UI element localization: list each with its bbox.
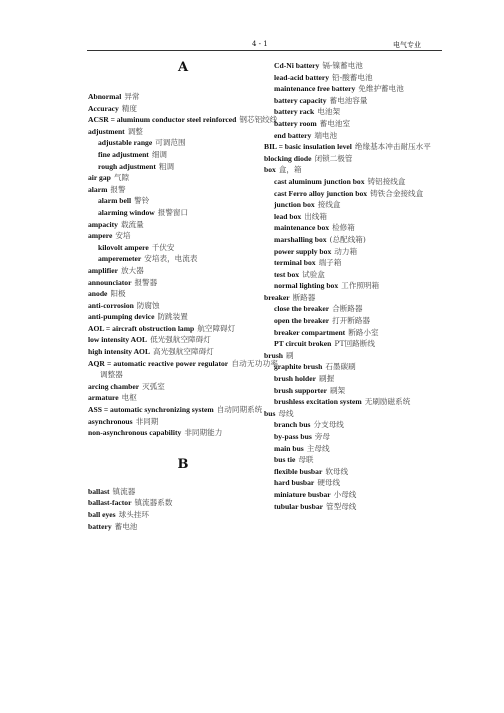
glossary-entry	[264, 454, 446, 466]
header-rule	[87, 50, 442, 51]
entry-term: main bus	[274, 443, 304, 453]
glossary-entry	[264, 466, 446, 478]
entry-term: alarming window	[98, 207, 155, 217]
glossary-entry	[88, 253, 278, 265]
glossary-entry	[264, 246, 446, 258]
glossary-entry	[264, 106, 446, 118]
entry-translation: 警铃	[134, 196, 150, 206]
entry-term: anode	[88, 289, 108, 299]
entry-term: rough adjustment	[98, 161, 156, 171]
glossary-entry	[264, 408, 446, 420]
entry-term: Abnormal	[88, 92, 122, 101]
glossary-entry	[264, 280, 446, 292]
entry-term: high intensity AOL	[88, 347, 151, 357]
glossary-entry	[88, 497, 278, 509]
entry-term: battery room	[274, 118, 317, 128]
entry-term: AQR = automatic reactive power regulator	[88, 358, 229, 368]
entry-translation: 刷握	[319, 374, 335, 384]
glossary-entry	[264, 361, 446, 373]
glossary-entry	[88, 184, 278, 196]
glossary-entry	[264, 176, 446, 188]
glossary-entry	[264, 188, 446, 200]
entry-translation: 镇流器系数	[134, 498, 173, 508]
entry-term: miniature busbar	[274, 489, 331, 499]
glossary-entry	[88, 427, 278, 439]
glossary-entry	[264, 501, 446, 513]
entry-term: tubular busbar	[274, 501, 324, 511]
glossary-entry	[88, 311, 278, 323]
left-column	[88, 60, 278, 532]
entry-term: Cd-Ni battery	[274, 61, 320, 70]
entry-term: marshalling box	[274, 234, 327, 244]
entry-list-b-continued	[264, 60, 446, 512]
header-title: 电气专业	[393, 41, 421, 49]
glossary-entry	[264, 477, 446, 489]
glossary-entry	[88, 91, 278, 103]
entry-translation: 刷架	[329, 385, 346, 395]
entry-translation: 刷	[286, 350, 294, 360]
entry-translation: 粗调	[158, 161, 175, 171]
glossary-entry	[88, 277, 278, 289]
entry-term: close the breaker	[274, 304, 330, 314]
glossary-entry	[88, 521, 278, 533]
entry-translation: (总配线箱)	[329, 234, 366, 244]
entry-term: ballast	[88, 486, 110, 496]
glossary-entry	[264, 396, 446, 408]
entry-term: BIL = basic insulation level	[264, 142, 352, 152]
entry-term: bus tie	[274, 455, 296, 465]
entry-translation: 灭弧室	[142, 381, 165, 391]
entry-translation: 主母线	[306, 443, 330, 453]
glossary-entry	[264, 269, 446, 281]
glossary-entry	[88, 381, 278, 393]
glossary-entry	[264, 338, 446, 350]
glossary-entry	[88, 126, 278, 138]
entry-term: ball eyes	[88, 510, 116, 519]
entry-term: amperemeter	[98, 254, 142, 264]
glossary-entry	[88, 219, 278, 231]
entry-translation: 打开断路器	[332, 316, 371, 326]
right-column	[264, 60, 446, 512]
entry-translation: 细调	[151, 149, 168, 159]
glossary-entry	[264, 141, 446, 153]
entry-translation: 检修箱	[332, 223, 355, 233]
entry-translation: 免维护蓄电池	[358, 84, 404, 94]
entry-translation: 石墨碳刷	[325, 362, 356, 372]
glossary-entry	[88, 172, 278, 184]
entry-translation: 电枢	[121, 393, 137, 403]
glossary-entry	[88, 242, 278, 254]
entry-term: ampacity	[88, 219, 118, 229]
entry-translation: 端子箱	[318, 258, 342, 268]
entry-translation: 电池架	[317, 107, 341, 117]
entry-translation: 母线	[278, 408, 294, 418]
glossary-entry	[88, 404, 278, 416]
entry-term: lead box	[274, 211, 302, 221]
entry-term: low intensity AOL	[88, 335, 148, 345]
entry-translation: 载流量	[120, 219, 144, 229]
glossary-entry	[88, 114, 278, 126]
entry-term: graphite brush	[274, 362, 323, 372]
entry-translation: 盒，箱	[278, 165, 302, 175]
glossary-entry	[264, 489, 446, 501]
entry-translation: 旁母	[314, 432, 330, 441]
entry-translation: 钢芯铝绞线	[239, 115, 278, 125]
entry-translation: 断路器	[292, 292, 316, 302]
glossary-entry	[264, 60, 446, 72]
glossary-entry	[264, 315, 446, 327]
glossary-entry	[88, 288, 278, 300]
entry-translation: 报警窗口	[157, 207, 189, 217]
entry-list-b	[88, 486, 278, 532]
glossary-entry	[264, 222, 446, 234]
entry-translation: 航空障碍灯	[197, 323, 236, 333]
entry-translation: 动力箱	[334, 246, 358, 256]
glossary-entry	[264, 95, 446, 107]
entry-term: alarm bell	[98, 196, 132, 206]
entry-translation: 千伏安	[151, 242, 175, 252]
entry-translation: 试验盒	[302, 269, 325, 279]
entry-term: lead-acid battery	[274, 72, 330, 82]
entry-term: brushless excitation system	[274, 397, 362, 407]
entry-term: anti-pumping device	[88, 312, 155, 322]
entry-term: anti-corrosion	[88, 300, 134, 310]
page-number: 4 - 1	[252, 40, 268, 48]
entry-term: open the breaker	[274, 316, 330, 326]
glossary-entry	[264, 373, 446, 385]
glossary-entry	[88, 486, 278, 498]
entry-translation: 镉-镍蓄电池	[322, 61, 363, 70]
glossary-entry	[88, 509, 278, 521]
glossary-entry	[264, 443, 446, 455]
entry-term: Accuracy	[88, 103, 119, 113]
glossary-entry	[264, 350, 446, 362]
entry-term: brush supporter	[274, 385, 327, 395]
entry-translation: PT回路断线	[334, 339, 375, 349]
entry-translation: 报警	[110, 184, 126, 194]
entry-translation: 防跳装置	[157, 312, 188, 322]
entry-term: alarm	[88, 184, 108, 194]
entry-translation: 防腐蚀	[136, 300, 160, 310]
glossary-entry	[264, 211, 446, 223]
glossary-entry	[264, 199, 446, 211]
entry-translation: 高光强航空障碍灯	[153, 347, 214, 357]
entry-translation: 非同期能力	[184, 428, 223, 438]
entry-term: adjustment	[88, 126, 125, 136]
glossary-entry	[264, 234, 446, 246]
glossary-entry	[88, 149, 278, 161]
entry-translation: 蓄电池室	[319, 118, 351, 128]
entry-translation: 无刷励磁系统	[364, 397, 411, 407]
entry-term: normal lighting box	[274, 281, 339, 291]
entry-translation: 蓄电池	[114, 521, 138, 531]
section-letter-a: A	[177, 60, 189, 75]
entry-term: non-asynchronous capability	[88, 428, 182, 438]
entry-translation: 接线盒	[317, 200, 341, 210]
entry-term: box	[264, 165, 276, 175]
entry-translation: 铸铁合金接线盒	[370, 188, 424, 198]
entry-translation: 硬母线	[317, 478, 341, 488]
entry-term: breaker compartment	[274, 327, 346, 337]
glossary-entry	[264, 303, 446, 315]
glossary-entry	[88, 300, 278, 312]
entry-translation: 精度	[121, 103, 137, 113]
entry-term: terminal box	[274, 258, 316, 268]
glossary-entry	[88, 358, 278, 381]
entry-translation: 端电池	[314, 130, 338, 140]
entry-term: fine adjustment	[98, 149, 149, 159]
entry-term: by-pass bus	[274, 432, 312, 441]
entry-translation: 异常	[124, 92, 140, 101]
entry-term: flexible busbar	[274, 466, 323, 476]
glossary-entry	[88, 416, 278, 428]
entry-translation: 气隙	[113, 173, 130, 183]
glossary-entry	[88, 195, 278, 207]
entry-term: maintenance box	[274, 223, 330, 233]
glossary-entry	[88, 346, 278, 358]
entry-term: arcing chamber	[88, 381, 140, 391]
entry-translation: 安培	[115, 231, 131, 241]
entry-term: maintenance free battery	[274, 84, 356, 94]
glossary-entry	[88, 137, 278, 149]
entry-translation: 分支母线	[313, 420, 344, 430]
entry-translation: 蓄电池容量	[329, 95, 368, 105]
entry-term: power supply box	[274, 246, 332, 256]
glossary-entry	[88, 103, 278, 115]
glossary-entry	[264, 164, 446, 176]
entry-translation: 自动同期系统	[216, 405, 263, 415]
glossary-entry	[264, 130, 446, 142]
entry-term: cast aluminum junction box	[274, 176, 365, 186]
entry-translation: 镇流器	[112, 486, 136, 496]
entry-translation: 低光强航空障碍灯	[150, 335, 211, 345]
entry-term: battery rack	[274, 107, 315, 117]
entry-translation: 阳极	[110, 289, 126, 299]
glossary-entry	[88, 207, 278, 219]
entry-translation: 铸铝接线盒	[367, 176, 406, 186]
entry-translation: 出线箱	[304, 211, 327, 221]
glossary-entry	[264, 385, 446, 397]
glossary-entry	[264, 431, 446, 443]
entry-term: brush holder	[274, 374, 316, 384]
glossary-entry	[88, 323, 278, 335]
entry-term: cast Ferro alloy junction box	[274, 188, 368, 198]
entry-term: test box	[274, 269, 300, 279]
entry-translation: 安培表，电流表	[144, 254, 198, 264]
entry-term: breaker	[264, 292, 290, 302]
glossary-entry	[264, 292, 446, 304]
glossary-entry	[88, 230, 278, 242]
entry-term: asynchronous	[88, 416, 133, 426]
entry-term: end battery	[274, 130, 312, 140]
glossary-entry	[264, 83, 446, 95]
entry-term: ballast-factor	[88, 498, 132, 508]
entry-translation: 调整	[127, 126, 143, 136]
entry-term: branch bus	[274, 420, 311, 430]
entry-term: kilovolt ampere	[98, 242, 149, 252]
entry-translation: 铅-酸蓄电池	[332, 72, 373, 82]
entry-translation: 母联	[298, 455, 314, 465]
entry-term: adjustable range	[98, 138, 153, 148]
entry-translation: 断路小室	[348, 327, 379, 337]
entry-term: hard busbar	[274, 478, 315, 488]
entry-term: brush	[264, 350, 283, 360]
entry-translation: 合断路器	[332, 304, 363, 314]
entry-term: PT circuit broken	[274, 339, 332, 349]
section-letter-b: B	[177, 456, 189, 472]
entry-term: air gap	[88, 173, 111, 183]
entry-translation: 小母线	[333, 489, 357, 499]
entry-translation: 报警器	[134, 277, 158, 287]
entry-term: ampere	[88, 231, 113, 241]
entry-term: amplifier	[88, 265, 118, 275]
glossary-entry	[264, 72, 446, 84]
entry-term: junction box	[274, 200, 315, 210]
entry-term: announciator	[88, 277, 132, 287]
entry-term: battery	[88, 521, 112, 531]
entry-translation: 工作照明箱	[341, 281, 380, 291]
entry-translation: 管型母线	[326, 501, 357, 511]
glossary-entry	[264, 153, 446, 165]
glossary-entry	[264, 257, 446, 269]
entry-list-a	[88, 91, 278, 439]
glossary-entry	[264, 327, 446, 339]
entry-term: AOL = aircraft obstruction lamp	[88, 323, 195, 333]
glossary-entry	[88, 265, 278, 277]
entry-translation: 放大器	[120, 265, 144, 275]
entry-translation: 球头挂环	[118, 510, 150, 519]
entry-term: bus	[264, 408, 276, 418]
glossary-entry	[88, 392, 278, 404]
glossary-entry	[264, 118, 446, 130]
glossary-entry	[88, 334, 278, 346]
entry-translation: 自动无功功率调整器	[100, 358, 278, 380]
entry-translation: 软母线	[325, 466, 349, 476]
entry-translation: 非同期	[135, 416, 159, 426]
glossary-entry	[264, 419, 446, 431]
entry-term: ASS = automatic synchronizing system	[88, 405, 214, 415]
glossary-entry	[88, 161, 278, 173]
entry-term: ACSR = aluminum conductor steel reinforced	[88, 115, 237, 125]
entry-translation: 绝缘基本冲击耐压水平	[354, 142, 431, 152]
entry-term: blocking diode	[264, 153, 312, 163]
entry-translation: 可调范围	[155, 138, 186, 148]
entry-term: armature	[88, 393, 119, 403]
entry-translation: 闭锁二极管	[314, 153, 353, 163]
entry-term: battery capacity	[274, 95, 327, 105]
